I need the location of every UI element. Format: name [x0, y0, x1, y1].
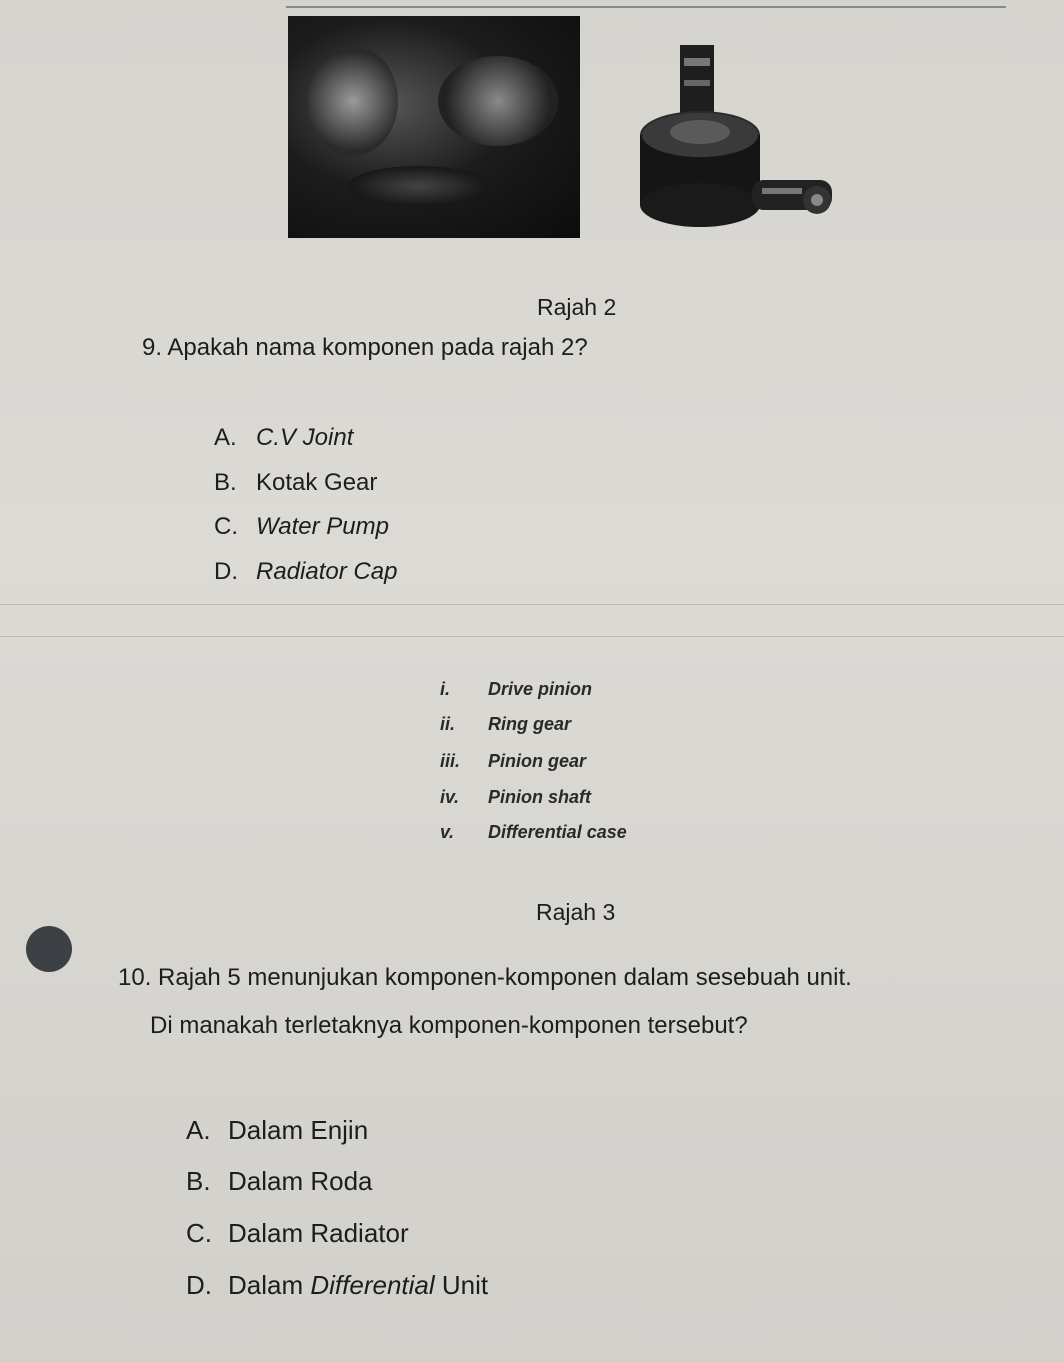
question9-option-d[interactable] [214, 558, 397, 586]
top-border-line [286, 0, 1006, 8]
option-text: Water Pump [256, 513, 389, 540]
question10-text-line1: 10. Rajah 5 menunjukan komponen-komponen dalam sesebuah unit. [118, 964, 852, 991]
photo-part-right [438, 56, 558, 146]
option-letter: B. [214, 469, 237, 496]
item-text: Differential case [488, 822, 627, 842]
figure3-item [440, 751, 586, 772]
item-number: iii. [440, 751, 461, 771]
question10-option-d[interactable] [186, 1270, 488, 1301]
item-text: Ring gear [488, 714, 572, 734]
option-letter: C. [186, 1218, 212, 1248]
question9-text: 9. Apakah nama komponen pada rajah 2? [142, 334, 588, 361]
option-text: Kotak Gear [256, 469, 378, 496]
item-number: i. [440, 679, 451, 699]
question9-option-c[interactable] [214, 513, 389, 541]
paper-fold-line [0, 604, 1064, 605]
component-photo [288, 16, 580, 238]
item-number: ii. [440, 714, 456, 734]
figure3-caption: Rajah 3 [536, 899, 616, 925]
option-letter: B. [186, 1166, 211, 1196]
question9-option-a[interactable] [214, 424, 353, 452]
item-text: Pinion shaft [488, 787, 591, 807]
binder-hole [26, 926, 72, 972]
option-letter: A. [186, 1115, 211, 1145]
item-text: Drive pinion [488, 679, 593, 699]
option-text-italic: Differential [310, 1270, 435, 1300]
item-text: Pinion gear [488, 751, 587, 771]
item-number: iv. [440, 787, 460, 807]
question10-option-b[interactable] [186, 1166, 373, 1197]
component-drawing [632, 40, 852, 230]
option-text-prefix: Dalam [228, 1270, 311, 1300]
question10-option-c[interactable] [186, 1218, 409, 1249]
paper-fold-line [0, 636, 1064, 637]
option-letter: D. [186, 1270, 212, 1300]
option-text: C.V Joint [256, 424, 354, 451]
option-text-suffix: Unit [434, 1270, 489, 1300]
option-letter: C. [214, 513, 238, 540]
item-number: v. [440, 822, 455, 842]
option-text: Dalam Radiator [228, 1218, 409, 1248]
option-letter: D. [214, 558, 238, 585]
figure2-caption: Rajah 2 [537, 294, 617, 320]
photo-shadow [348, 166, 488, 206]
option-text: Radiator Cap [256, 558, 398, 585]
option-text: Dalam Enjin [228, 1115, 369, 1145]
figure3-item [440, 679, 592, 700]
question9-option-b[interactable] [214, 469, 377, 497]
option-letter: A. [214, 424, 237, 451]
question10-text-line2: Di manakah terletaknya komponen-komponen tersebut? [150, 1012, 748, 1039]
figure3-item [440, 714, 571, 735]
photo-part-left [308, 46, 398, 156]
figure3-item [440, 787, 591, 808]
option-text: Dalam Roda [228, 1166, 373, 1196]
figure3-item [440, 822, 627, 843]
question10-option-a[interactable] [186, 1115, 368, 1146]
